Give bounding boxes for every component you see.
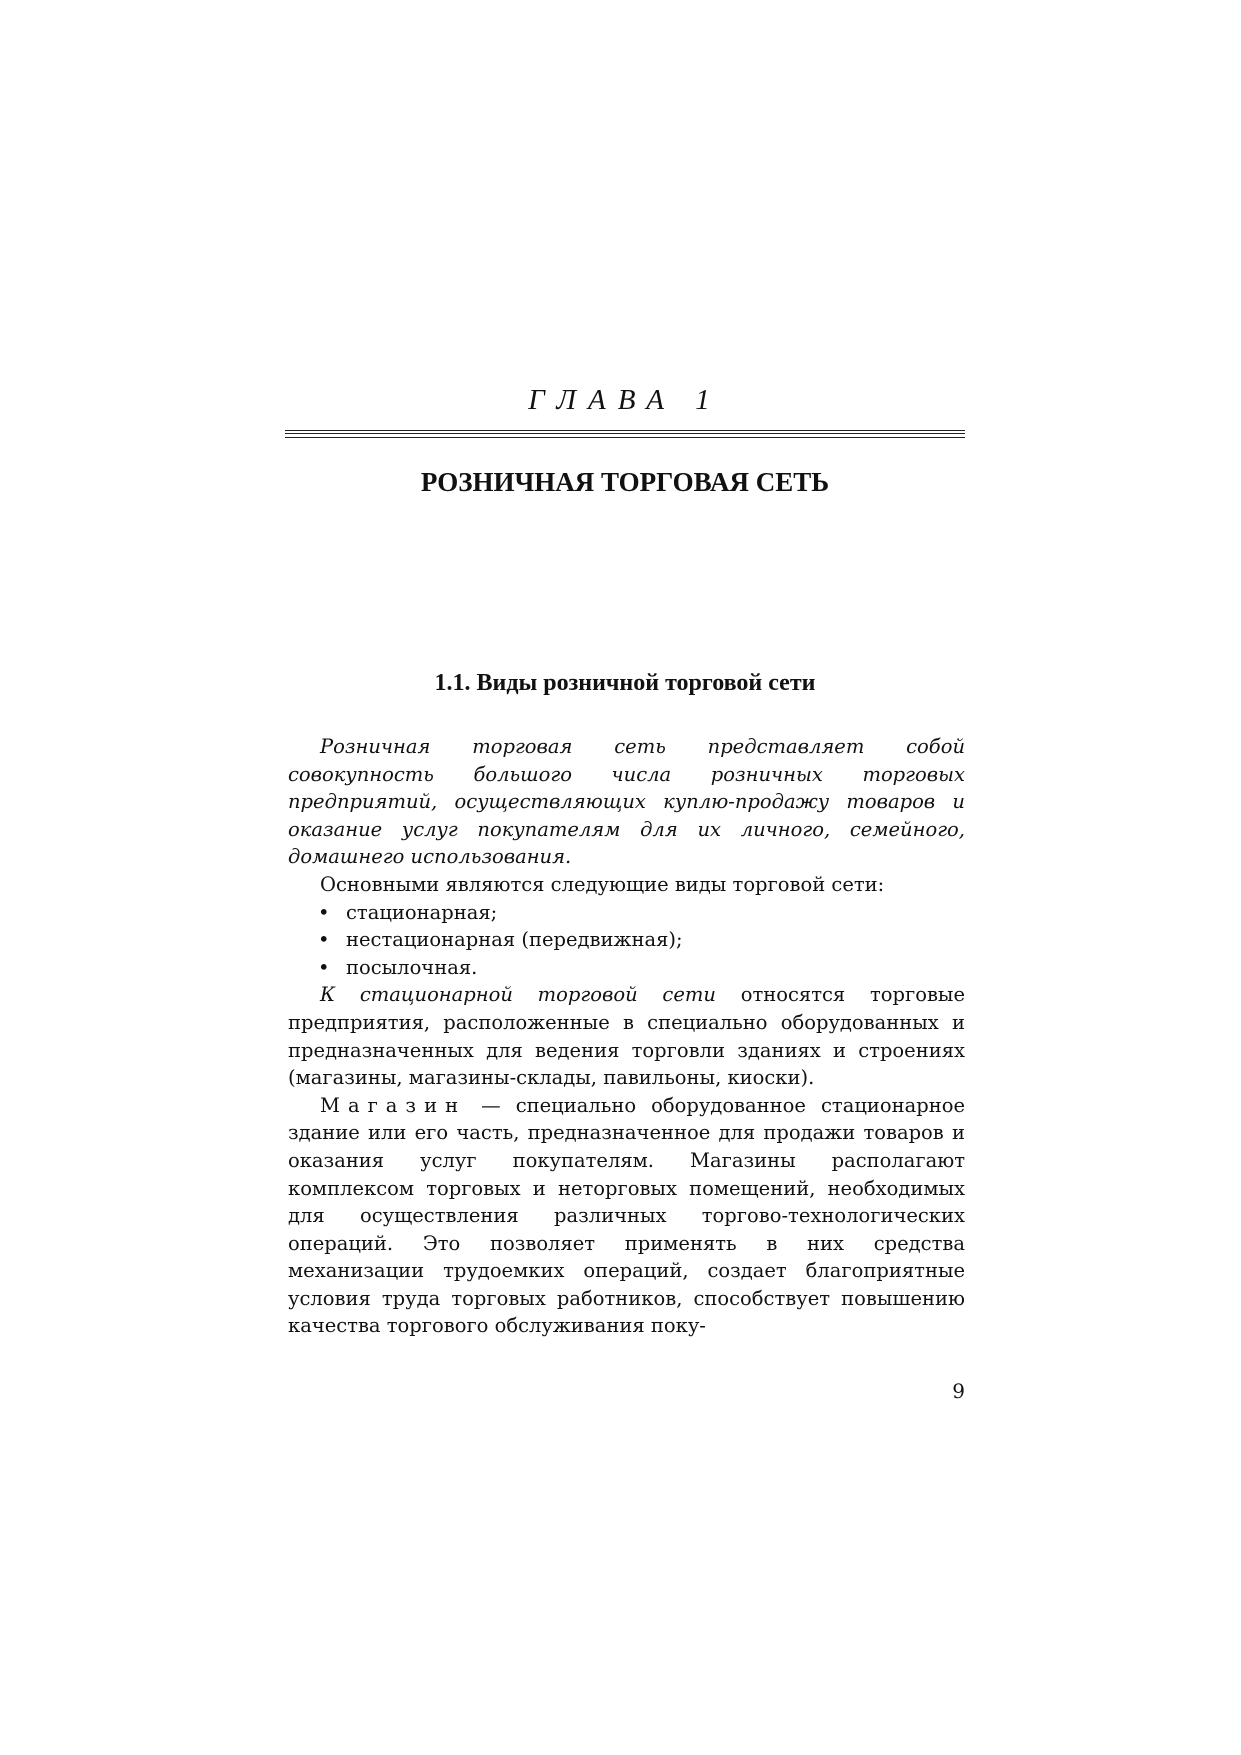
stationary-term: К стационарной торговой сети [320,983,716,1007]
stationary-paragraph [288,981,965,1091]
list-item: • посылочная. [288,954,965,982]
list-item: • стационарная; [288,899,965,927]
section-title: 1.1. Виды розничной торговой сети [434,670,816,696]
store-paragraph [288,1092,965,1340]
chapter-divider [285,430,965,438]
store-term: Магазин [320,1093,467,1117]
definition-paragraph: Розничная торговая сеть представляет собой совокупность большого числа розничных торговых предприятий, осуществляющих куплю-продажу товаров и оказание услуг покупателям для их личного, семейного, домашнего использования. [288,735,965,869]
bullet-icon: • [318,900,330,924]
chapter-label: ГЛАВА 1 [528,384,722,416]
types-list [288,899,965,982]
bullet-icon: • [318,955,330,979]
store-text: — специально оборудованное стационарное здание или его часть, предназначенное для продажи товаров и оказания услуг покупателям. Магазины располагают комплексом торговых и неторговых помещений, необходимых для осуществления различных торгово-технологических операций. Это позволяет применять в них средства механизации трудоемких операций, создает благоприятные условия труда торговых работников, способствует повышению качества торгового обслуживания поку- [288,1093,965,1338]
types-intro: Основными являются следующие виды торговой сети: [320,872,885,896]
bullet-icon: • [318,928,330,952]
body-text [288,733,965,1340]
page-number: 9 [952,1379,965,1403]
stationary-text: относятся торговые предприятия, расположенные в специально оборудованных и предназначенных для ведения торговли зданиях и строениях (магазины, магазины-склады, павильоны, киоски). [288,983,965,1090]
list-item: • нестационарная (передвижная); [288,926,965,954]
chapter-title: РОЗНИЧНАЯ ТОРГОВАЯ СЕТЬ [420,467,830,497]
